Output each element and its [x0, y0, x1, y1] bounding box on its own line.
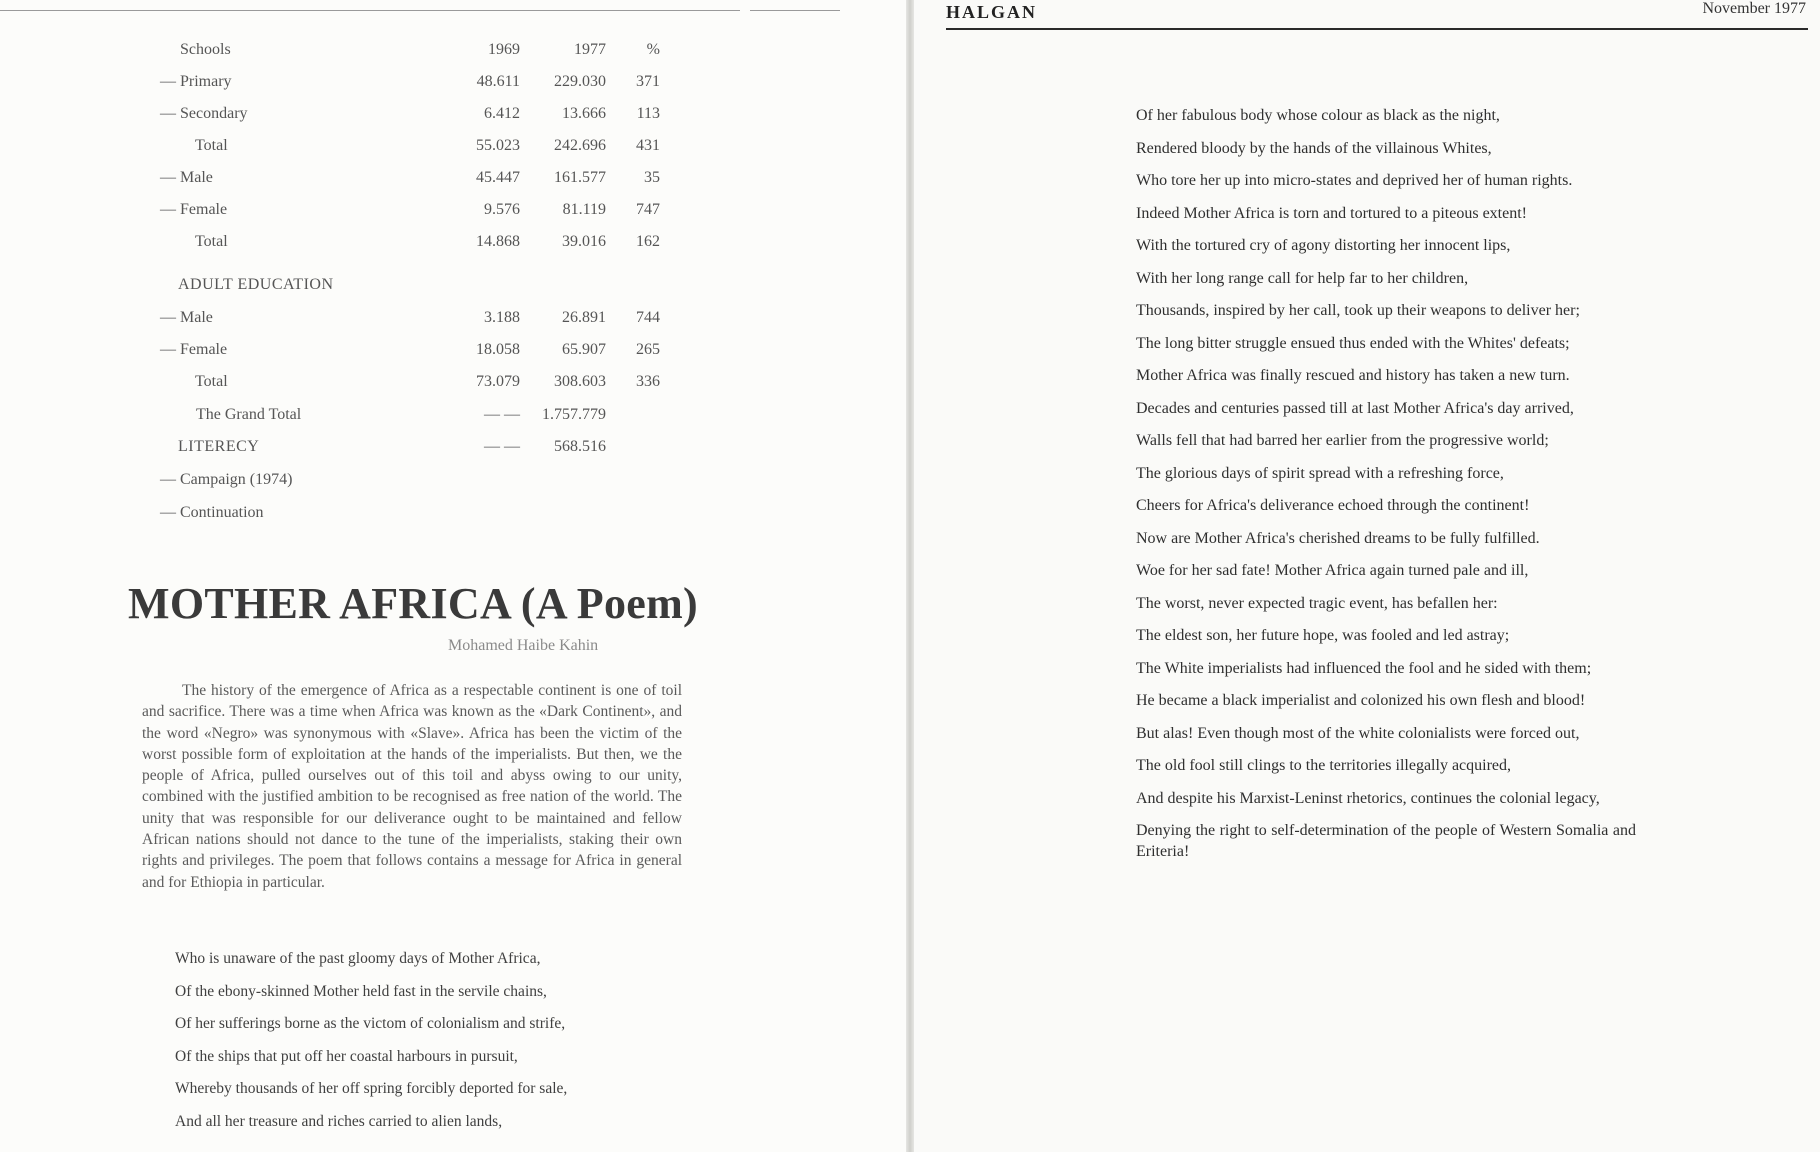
poem-stanza-right: [1136, 106, 1636, 874]
article-author: Mohamed Haibe Kahin: [448, 637, 599, 654]
row-label: — Campaign (1974): [160, 471, 293, 488]
row-value-1969: — —: [484, 438, 520, 455]
header-label: Schools: [180, 41, 231, 58]
row-value-1977: 39.016: [562, 233, 606, 250]
page-gutter: [906, 0, 914, 1152]
poem-line: Rendered bloody by the hands of the villainous Whites,: [1136, 139, 1492, 157]
table-row: [0, 438, 740, 464]
row-value-1977: 13.666: [562, 105, 606, 122]
row-value-1969: 55.023: [476, 137, 520, 154]
poem-line: Now are Mother Africa's cherished dreams to be fully fulfilled.: [1136, 529, 1540, 547]
issue-date: November 1977: [1702, 0, 1806, 17]
poem-line: Whereby thousands of her off spring forcibly deported for sale,: [175, 1080, 568, 1097]
poem-line: Thousands, inspired by her call, took up their weapons to deliver her;: [1136, 302, 1580, 319]
table-row: [0, 169, 740, 195]
top-rule: [0, 10, 740, 11]
row-value-1977: 242.696: [554, 137, 606, 154]
table-row: [0, 309, 740, 335]
table-header-row: [0, 41, 740, 67]
header-rule: [946, 28, 1808, 30]
row-value-1977: 568.516: [554, 438, 606, 455]
row-label: — Continuation: [160, 504, 264, 521]
article-title: MOTHER AFRICA (A Poem): [128, 579, 699, 628]
row-value-percent: 265: [636, 341, 660, 358]
row-value-1969: 48.611: [476, 73, 520, 90]
right-page: [914, 0, 1820, 1152]
article-intro-paragraph: The history of the emergence of Africa as a respectable continent is one of toil and sacrifice. There was a time when Africa was known as the «Dark Continent», and the word «Negro» was synonymous with «Slave». Africa has been the victim of the worst possible form of exploitation at the hands of the imperialists. But then, we the people of Africa, pulled ourselves out of this toil and abyss owing to our unity, combined with the justified ambition to be recognised as free nation of the world. The unity that was responsible for our deliverance ought to be maintained and fellow African nations should not dance to the tune of the imperialists, staking their own rights and privileges. The poem that follows contains a message for Africa in general and for Ethiopia in particular.: [142, 682, 682, 891]
header-col-1969: 1969: [488, 41, 520, 58]
poem-line: Who tore her up into micro-states and deprived her of human rights.: [1136, 172, 1573, 189]
poem-line: But alas! Even though most of the white colonialists were forced out,: [1136, 724, 1580, 742]
table-row: [0, 105, 740, 131]
poem-line: Indeed Mother Africa is torn and tortured to a piteous extent!: [1136, 204, 1527, 222]
row-value-percent: 747: [636, 201, 660, 218]
row-value-1969: — —: [484, 406, 520, 423]
poem-line: Of the ships that put off her coastal harbours in pursuit,: [175, 1047, 518, 1065]
table-row: [0, 233, 740, 259]
table-row: [0, 504, 740, 530]
top-rule-segment: [750, 10, 840, 11]
row-value-percent: 371: [636, 73, 660, 90]
row-value-1969: 3.188: [484, 309, 520, 326]
poem-line: Denying the right to self-determination of the people of Western Somalia and Eriteria!: [1136, 822, 1636, 860]
row-label: LITERECY: [178, 438, 260, 455]
poem-line: And all her treasure and riches carried to alien lands,: [175, 1112, 503, 1130]
row-value-1977: 161.577: [554, 169, 606, 186]
left-page: [0, 0, 906, 1152]
row-label: The Grand Total: [196, 406, 302, 423]
row-value-1977: 65.907: [562, 341, 606, 358]
row-value-1969: 14.868: [476, 233, 520, 250]
poem-line: Of her fabulous body whose colour as black as the night,: [1136, 107, 1500, 124]
row-label: Total: [195, 137, 228, 154]
row-value-1977: 26.891: [562, 309, 606, 326]
row-label: Total: [195, 373, 228, 390]
table-row: [0, 341, 740, 367]
masthead: HALGAN: [946, 2, 1038, 22]
poem-line: And despite his Marxist-Leninst rhetorics, continues the colonial legacy,: [1136, 789, 1600, 807]
row-label: — Female: [160, 341, 228, 358]
poem-line: The old fool still clings to the territories illegally acquired,: [1136, 757, 1512, 774]
row-value-1969: 73.079: [476, 373, 520, 390]
row-label: — Secondary: [160, 105, 248, 122]
poem-line: Who is unaware of the past gloomy days of Mother Africa,: [175, 950, 541, 967]
section-label: ADULT EDUCATION: [178, 276, 334, 293]
row-value-1977: 229.030: [554, 73, 606, 90]
poem-stanza-left: [175, 950, 695, 1145]
poem-line: With the tortured cry of agony distorting her innocent lips,: [1136, 237, 1511, 254]
table-row: [0, 406, 740, 432]
row-label: — Male: [160, 309, 213, 326]
poem-line: Woe for her sad fate! Mother Africa again turned pale and ill,: [1136, 562, 1529, 579]
poem-line: Mother Africa was finally rescued and history has taken a new turn.: [1136, 367, 1570, 384]
table-row: [0, 471, 740, 497]
header-col-percent: %: [646, 41, 660, 58]
table-row: [0, 137, 740, 163]
poem-line: The long bitter struggle ensued thus ended with the Whites' defeats;: [1136, 334, 1570, 352]
poem-line: He became a black imperialist and colonized his own flesh and blood!: [1136, 692, 1586, 709]
row-label: — Primary: [160, 73, 232, 90]
row-value-percent: 35: [644, 169, 660, 186]
table-section-heading: [0, 276, 740, 302]
poem-line: With her long range call for help far to her children,: [1136, 269, 1469, 287]
poem-line: The eldest son, her future hope, was fooled and led astray;: [1136, 627, 1510, 644]
poem-line: The worst, never expected tragic event, has befallen her:: [1136, 594, 1498, 612]
poem-line: The glorious days of spirit spread with a refreshing force,: [1136, 464, 1504, 482]
poem-line: Decades and centuries passed till at last Mother Africa's day arrived,: [1136, 399, 1574, 417]
poem-line: Walls fell that had barred her earlier from the progressive world;: [1136, 432, 1549, 449]
row-value-1977: 81.119: [562, 201, 606, 218]
row-value-1969: 9.576: [484, 201, 520, 218]
row-label: — Male: [160, 169, 213, 186]
row-label: — Female: [160, 201, 228, 218]
header-col-1977: 1977: [574, 41, 606, 58]
row-value-percent: 162: [636, 233, 660, 250]
row-value-1969: 45.447: [476, 169, 520, 186]
row-value-percent: 113: [636, 105, 660, 122]
row-value-1969: 6.412: [484, 105, 520, 122]
table-row: [0, 73, 740, 99]
row-value-1977: 308.603: [554, 373, 606, 390]
row-value-percent: 336: [636, 373, 660, 390]
row-value-percent: 431: [636, 137, 660, 154]
poem-line: Cheers for Africa's deliverance echoed through the continent!: [1136, 497, 1530, 514]
table-row: [0, 201, 740, 227]
row-value-1977: 1.757.779: [542, 406, 606, 423]
table-row: [0, 373, 740, 399]
poem-line: Of the ebony-skinned Mother held fast in the servile chains,: [175, 982, 547, 1000]
poem-line: Of her sufferings borne as the victom of colonialism and strife,: [175, 1015, 566, 1032]
row-value-1969: 18.058: [476, 341, 520, 358]
poem-line: The White imperialists had influenced the fool and he sided with them;: [1136, 659, 1592, 677]
row-label: Total: [195, 233, 228, 250]
row-value-percent: 744: [636, 309, 660, 326]
